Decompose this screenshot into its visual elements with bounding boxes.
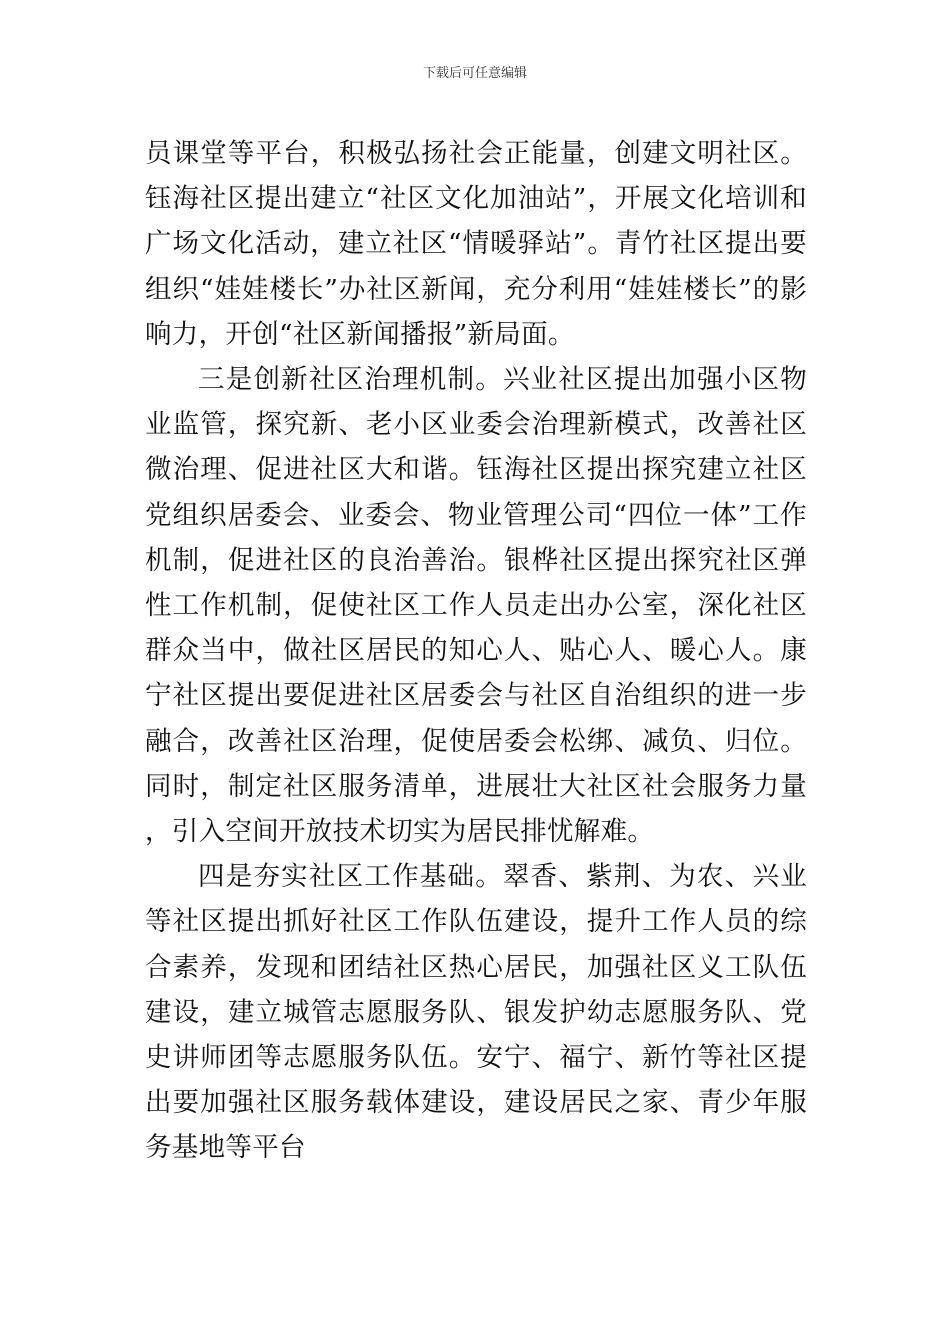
paragraph-3: 四是夯实社区工作基础。翠香、紫荆、为农、兴业等社区提出抓好社区工作队伍建设，提升工作人员的综合素养，发现和团结社区热心居民，加强社区义工队伍建设，建立城管志愿服务队、银发护幼志愿服务队、党史讲师团等志愿服务队伍。安宁、福宁、新竹等社区提出要加强社区服务载体建设，建设居民之家、青少年服务基地等平台 [145, 861, 807, 1164]
document-body [145, 131, 807, 1171]
paragraph-1: 员课堂等平台，积极弘扬社会正能量，创建文明社区。钰海社区提出建立“社区文化加油站”，开展文化培训和广场文化活动，建立社区“情暖驿站”。青竹社区提出要组织“娃娃楼长”办社区新闻，充分利用“娃娃楼长”的影响力，开创“社区新闻播报”新局面。 [145, 138, 807, 350]
paragraph-2: 三是创新社区治理机制。兴业社区提出加强小区物业监管，探究新、老小区业委会治理新模式，改善社区微治理、促进社区大和谐。钰海社区提出探究建立社区党组织居委会、业委会、物业管理公司“四位一体”工作机制，促进社区的良治善治。银桦社区提出探究社区弹性工作机制，促使社区工作人员走出办公室，深化社区群众当中，做社区居民的知心人、贴心人、暖心人。康宁社区提出要促进社区居委会与社区自治组织的进一步融合，改善社区治理，促使居委会松绑、减负、归位。同时，制定社区服务清单，进展壮大社区社会服务力量，引入空间开放技术切实为居民排忧解难。 [145, 364, 807, 848]
page-header: 下载后可任意编辑 [422, 66, 527, 81]
